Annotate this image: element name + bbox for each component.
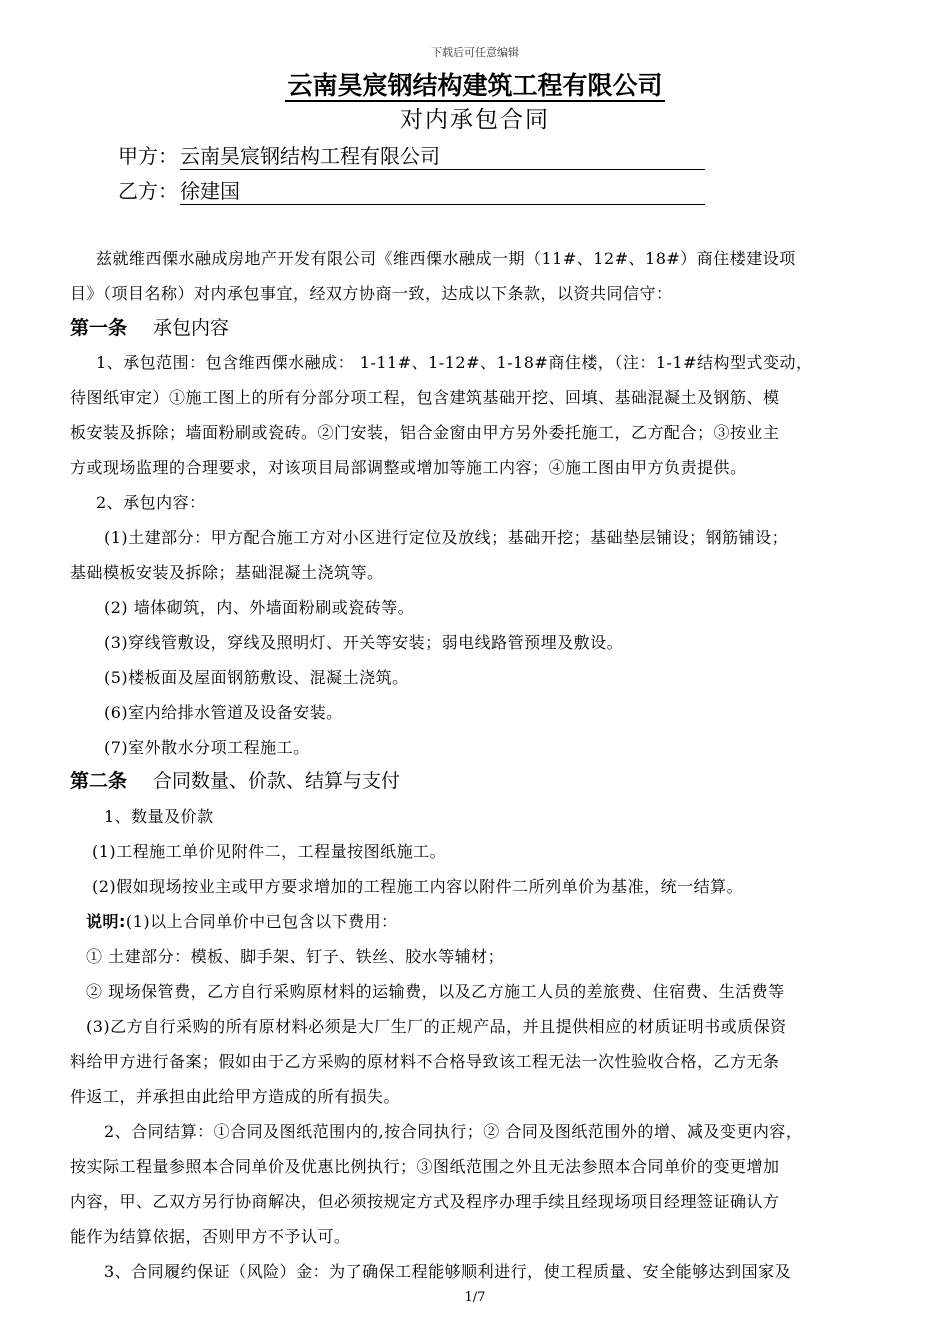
intro-line: 兹就维西傈水融成房地产开发有限公司《维西傈水融成一期（11#、12#、18#）商住楼建设项 <box>96 249 796 268</box>
paragraph-line: 方或现场监理的合理要求，对该项目局部调整或增加等施工内容；④施工图由甲方负责提供。 <box>70 458 747 477</box>
intro-line: 目》（项目名称）对内承包事宜，经双方协商一致，达成以下条款，以资共同信守： <box>70 284 673 303</box>
party-b-value: 徐建国 <box>180 175 705 205</box>
article-1-title: 承包内容 <box>153 317 230 339</box>
paragraph-line: 内容，甲、乙双方另行协商解决，但必须按规定方式及程序办理手续且经现场项目经理签证确认方 <box>70 1192 780 1211</box>
paragraph-line: (3)乙方自行采购的所有原材料必须是大厂生厂的正规产品，并且提供相应的材质证明书或质保资 <box>86 1017 787 1036</box>
article-2-number: 第二条 <box>70 770 128 792</box>
paragraph-line: (7)室外散水分项工程施工。 <box>104 738 310 757</box>
paragraph-line: (5)楼板面及屋面钢筋敷设、混凝土浇筑。 <box>104 668 409 687</box>
paragraph-line: 按实际工程量参照本合同单价及优惠比例执行；③图纸范围之外且无法参照本合同单价的变更增加 <box>70 1157 780 1176</box>
paragraph-line: (2) 墙体砌筑，内、外墙面粉刷或瓷砖等。 <box>104 598 415 617</box>
article-1-heading <box>70 313 229 340</box>
article-2-title: 合同数量、价款、结算与支付 <box>153 770 401 792</box>
paragraph-line: (1)工程施工单价见附件二，工程量按图纸施工。 <box>92 842 447 861</box>
party-a-label: 甲方： <box>118 144 178 168</box>
paragraph-line: 能作为结算依据，否则甲方不予认可。 <box>70 1227 351 1246</box>
paragraph-line: 1、承包范围：包含维西傈水融成： 1-11#、1-12#、1-18#商住楼，（注：1-1#结构型式变动， <box>96 353 813 372</box>
paragraph-line: (3)穿线管敷设，穿线及照明灯、开关等安装；弱电线路管预埋及敷设。 <box>104 633 624 652</box>
article-2-heading <box>70 766 400 793</box>
note-text: (1)以上合同单价中已包含以下费用： <box>125 912 398 931</box>
party-a-value: 云南昊宸钢结构工程有限公司 <box>180 140 705 170</box>
document-title: 对内承包合同 <box>400 107 550 133</box>
company-title-text: 云南昊宸钢结构建筑工程有限公司 <box>287 71 663 100</box>
note-line <box>86 909 398 932</box>
party-b-label: 乙方： <box>118 179 178 203</box>
paragraph-line: 1、数量及价款 <box>104 807 214 826</box>
note-label: 说明: <box>86 912 126 931</box>
paragraph-line: ② 现场保管费，乙方自行采购原材料的运输费，以及乙方施工人员的差旅费、住宿费、生活费等 <box>86 982 785 1001</box>
paragraph-line: (6)室内给排水管道及设备安装。 <box>104 703 343 722</box>
party-b-row <box>118 175 240 204</box>
paragraph-line: 件返工，并承担由此给甲方造成的所有损失。 <box>70 1087 401 1106</box>
paragraph-line: 3、合同履约保证（风险）金：为了确保工程能够顺利进行，使工程质量、安全能够达到国家及 <box>104 1262 792 1281</box>
paragraph-line: 2、合同结算：①合同及图纸范围内的,按合同执行；② 合同及图纸范围外的增、减及变更内容， <box>104 1122 803 1141</box>
paragraph-line: 料给甲方进行备案；假如由于乙方采购的原材料不合格导致该工程无法一次性验收合格，乙方无条 <box>70 1052 780 1071</box>
page-header-note: 下载后可任意编辑 <box>431 46 519 59</box>
paragraph-line: 2、承包内容： <box>96 493 206 512</box>
article-1-number: 第一条 <box>70 317 128 339</box>
page-number: 1/7 <box>464 1290 486 1305</box>
paragraph-line: 基础模板安装及拆除；基础混凝土浇筑等。 <box>70 563 384 582</box>
paragraph-line: (2)假如现场按业主或甲方要求增加的工程施工内容以附件二所列单价为基准，统一结算。 <box>92 877 744 896</box>
paragraph-line: (1)土建部分：甲方配合施工方对小区进行定位及放线；基础开挖；基础垫层铺设；钢筋铺设； <box>104 528 789 547</box>
company-title <box>0 66 950 102</box>
paragraph-line: ① 土建部分：模板、脚手架、钉子、铁丝、胶水等辅材； <box>86 947 505 966</box>
paragraph-line: 板安装及拆除；墙面粉刷或瓷砖。②门安装，铝合金窗由甲方另外委托施工，乙方配合；③按业主 <box>70 423 780 442</box>
party-a-row <box>118 140 440 169</box>
paragraph-line: 待图纸审定）①施工图上的所有分部分项工程，包含建筑基础开挖、回填、基础混凝土及钢筋、模 <box>70 388 780 407</box>
